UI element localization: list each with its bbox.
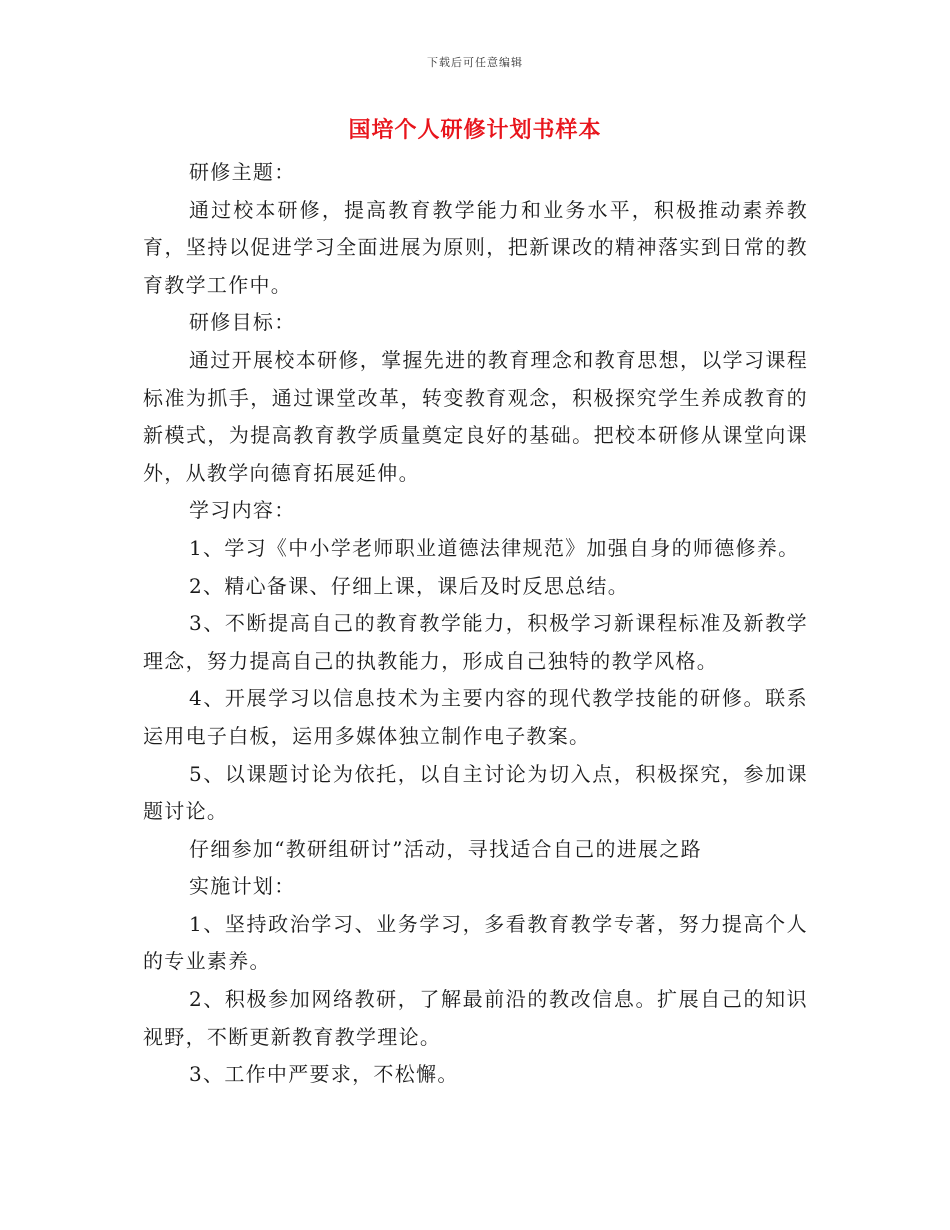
learning-item-5: 5、以课题讨论为依托，以自主讨论为切入点，积极探究，参加课题讨论。 bbox=[143, 761, 808, 824]
page-header-note: 下载后可任意编辑 bbox=[427, 56, 523, 69]
learning-item-2: 2、精心备课、仔细上课，课后及时反思总结。 bbox=[189, 573, 630, 598]
heading-research-topic: 研修主题： bbox=[189, 160, 296, 184]
heading-research-goals: 研修目标： bbox=[189, 310, 296, 335]
learning-item-3: 3、不断提高自己的教育教学能力，积极学习新课程标准及新教学理念，努力提高自己的执教能力，形成自己独特的教学风格。 bbox=[143, 611, 808, 673]
paragraph-research-goals: 通过开展校本研修，掌握先进的教育理念和教育思想，以学习课程标准为抓手，通过课堂改革，转变教育观念，积极探究学生养成教育的新模式，为提高教育教学质量奠定良好的基础。把校本研修从课堂向课外，从教学向德育拓展延伸。 bbox=[143, 347, 808, 485]
document-title: 国培个人研修计划书样本 bbox=[348, 117, 602, 143]
learning-item-1: 1、学习《中小学老师职业道德法律规范》加强自身的师德修养。 bbox=[189, 535, 800, 560]
plan-item-2: 2、积极参加网络教研，了解最前沿的教改信息。扩展自己的知识视野，不断更新教育教学理论。 bbox=[143, 987, 808, 1049]
document-body bbox=[143, 154, 808, 1094]
paragraph-research-topic: 通过校本研修，提高教育教学能力和业务水平，积极推动素养教育，坚持以促进学习全面进展为原则，把新课改的精神落实到日常的教育教学工作中。 bbox=[143, 197, 808, 297]
plan-item-1: 1、坚持政治学习、业务学习，多看教育教学专著，努力提高个人的专业素养。 bbox=[143, 911, 808, 974]
learning-item-4: 4、开展学习以信息技术为主要内容的现代教学技能的研修。联系运用电子白板，运用多媒体独立制作电子教案。 bbox=[143, 686, 808, 748]
heading-learning-content: 学习内容： bbox=[189, 498, 296, 523]
plan-item-3: 3、工作中严要求，不松懈。 bbox=[189, 1062, 459, 1087]
heading-implementation-plan: 实施计划： bbox=[189, 874, 296, 899]
paragraph-teaching-group: 仔细参加“教研组研讨”活动，寻找适合自己的进展之路 bbox=[189, 836, 702, 861]
